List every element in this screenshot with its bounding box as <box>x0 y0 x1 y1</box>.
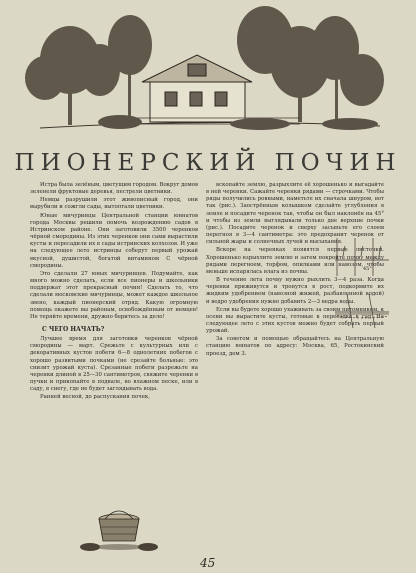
paragraph: Юные мичуринцы Центральной станции юннатов города Москвы решили помочь возрождению садов в Истринском районе. Они заготовили 3500 черенков чёрной смородины. Из этих черенков они сами вырастили кусты и пересадили их в сады истринских колхозов. И уже на следующее лето истринцы соберут первый урожай вкусной, душистой, богатой витамином С чёрной смородины. <box>30 212 199 269</box>
paragraph: Если вы будете хорошо ухаживать за своим питомником, к осени вы вырастите кусты, готовые к пересадке в сад. На следующее лето с этих кустов можно будет собрать первый урожай. <box>206 306 384 335</box>
basket-illustration <box>78 497 160 555</box>
paragraph: Ранней весной, до распускания почек, <box>40 394 150 401</box>
paragraph: В течение лета почву нужно рыхлить 3—4 раза. Когда черенки приживутся и тронутся в рост, подкормите их жидким удобрением (навозной жижей, разбавленной водой) и ведро удобрения нужно добавить 2—3 ведра воды. <box>206 277 384 305</box>
header-illustration <box>0 0 416 148</box>
paragraph: вскопайте землю, разрыхлите её хорошенько и выгадайте в ней черенки. Сажайте черенки рядами — строчками. Чтобы ряды получились ровными, наметьте их сначала шнуром, вот так (рис.). Заострённым колышком сделайте углубления в земле и посадите черенок так, чтобы он был наклонён на 45° и чтобы из земли выглядывали только две верхние почки (рис.). Посадите черенок и сверху засыпьте его слоем перегноя в 3—4 сантиметра: это предохранит черенок от сильной жары и солнечных лучей и высыхания. <box>206 182 384 246</box>
article-title: ПИОНЕРСКИЙ ПОЧИН <box>14 150 402 176</box>
paragraph: Немцы разрушили этот живописный город, они вырубили и сожгли сады, вытоптали цветники. <box>30 197 198 211</box>
left-column <box>30 182 198 403</box>
section-heading: С ЧЕГО НАЧАТЬ? <box>42 325 105 333</box>
paragraph: Истра была зелёным, цветущим городом. Вокруг домов зеленели фруктовые деревья, пестрели цветники. <box>30 182 198 196</box>
paragraph: За советом и помощью обращайтесь на Центральную станцию юннатов по адресу: Москва, 65, Ростокинский проезд, дом 3. <box>206 336 384 357</box>
paragraph: Это сделали 27 юных мичуринцев. Подумайте, как много можно сделать, если все пионеры и школьники поддержат этот прекрасный почин! Сделать то, что сделали московские мичуринцы, может каждое школьное звено, каждый пионерский отряд. Какую огромную помощь окажете вы районам, освобождённым от немцев! Не теряйте времени, дружно беритесь за дело! <box>30 270 198 320</box>
page-number: 45 <box>200 556 216 570</box>
paragraph: Лучшее время для заготовки черенков чёрной смородины — март. Срежьте с культурных или с декоративных кустов побеги 6—8 однолетних побегов с хорошо развитыми почками (не срезайте больные: это снизит урожай куста). Срезанные побеги разрежьте на черенки длиной в 25—30 сантиметров, свяжите черенки в пучки и прикопайте в подвале, во влажном песке, или в саду, в снегу, где не будет заглядывать вода. <box>30 336 198 393</box>
paragraph: Вскоре на черенках появятся первые листочки. Хорошенько взрыхлите землю и затем покройте почву между рядами перегноем, торфом, опилками или навозом, чтобы меньше испарялась влага из почвы. <box>206 247 384 275</box>
angle-label: 45° <box>363 266 372 272</box>
planting-rows-illustration <box>333 236 391 280</box>
cutting-planting-illustration <box>333 290 391 332</box>
